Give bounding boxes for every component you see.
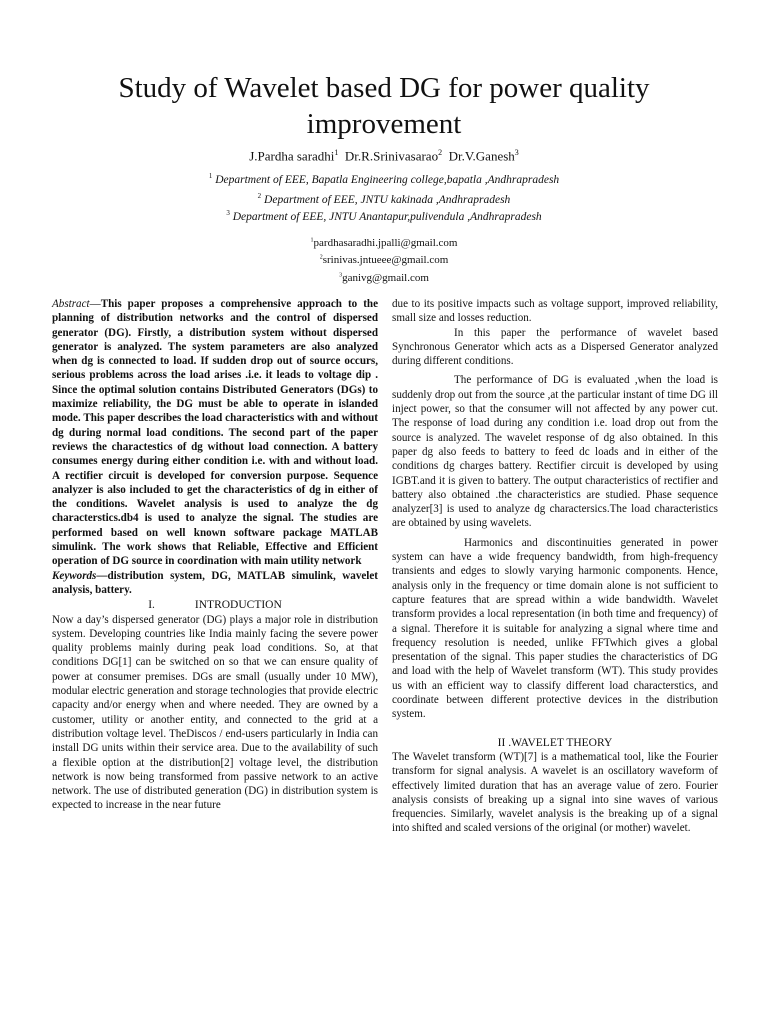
author-sup: 1 bbox=[334, 148, 339, 157]
email-line bbox=[50, 272, 718, 284]
paragraph: Now a day’s dispersed generator (DG) plays a major role in distribution system. Developing countries like India mainly facing the severe power quality problems mainly during peak load conditions. So, at that conditions DG[1] can be switched on so that we can ensure quality of power at consumer premises. DGs are small (usually under 10 MW), modular electric generation and storage technologies that provide electric capacity and/or energy when and where needed. They are owned by a customer, utility or another entity, and connected to the grid at a distribution voltage level. TheDiscos / end-users particularly in India can install DG units within their service area. Due to the availability of such a flexible option at the distribution[2] voltage level, the distribution network is now being transformed from passive network to an active network. The use of distributed generation (DG) in distribution system is expected to increase in the near future bbox=[52, 613, 378, 812]
email-line bbox=[50, 237, 718, 249]
paragraph: The performance of DG is evaluated ,when the load is suddenly drop out from the source ,at the particular instant of time DG ill inject power, so that the consumer will not affected by any power cut. The response of load during any condition i.e. load drop out from the source is analyzed. The wavelet response of dg also obtained. In this paper dg also feeds to battery to feed dc loads and in either of the conditions dg charges battery. Rectifier circuit is developed by using IGBT.and it is given to battery. The output characteristics of rectifier and battery also obtained .the characteristics are studied. Phase sequence analyzer[3] is used to analyze dg charactersics.The load characteristics are obtained by using wavelets. bbox=[392, 374, 718, 530]
affiliation bbox=[50, 209, 718, 223]
affiliation bbox=[50, 172, 718, 186]
section-heading-introduction bbox=[52, 598, 378, 612]
keywords-text: —distribution system, DG, MATLAB simulink, wavelet analysis, battery. bbox=[52, 569, 378, 596]
affiliation-text: Department of EEE, JNTU Anantapur,pulivendula ,Andhrapradesh bbox=[232, 210, 542, 223]
right-column bbox=[392, 297, 718, 836]
affiliation-sup: 2 bbox=[257, 192, 262, 200]
author-name: Dr.V.Ganesh bbox=[448, 148, 515, 164]
paper-title: Study of Wavelet based DG for power quality improvement bbox=[118, 72, 650, 140]
email-address[interactable]: ganivg@gmail.com bbox=[342, 272, 429, 284]
author-sup: 2 bbox=[438, 148, 443, 157]
author-sup: 3 bbox=[514, 148, 519, 157]
abstract-dash: — bbox=[89, 298, 101, 310]
left-column bbox=[52, 297, 378, 813]
affiliation-text: Department of EEE, Bapatla Engineering college,bapatla ,Andhrapradesh bbox=[215, 173, 560, 186]
paragraph: due to its positive impacts such as voltage support, improved reliability, small size and losses reduction. bbox=[392, 298, 718, 325]
affiliation-sup: 3 bbox=[226, 209, 230, 217]
email-line bbox=[50, 254, 718, 266]
affiliation bbox=[50, 192, 718, 206]
abstract-text: This paper proposes a comprehensive approach to the planning of distribution networks and the control of dispersed generator (DG). Firstly, a distribution system without dispersed generator is analyzed. The system parameters are also analyzed when dg is connected to load. If sudden drop out of source occurs, serious problems across the load arises .i.e. it leads to voltage dip . Since the optimal solution contains Distributed Generators (DGs) to maximize reliability, the DG must be able to operate in islanded mode. This paper describes the load characteristics with and without dg during normal load conditions. The second part of the paper reviews the charactestics of dg without load connection. A battery consumes energy during either condition i.e. with and without load. A rectifier circuit is developed for conversion purpose. Sequence analyzer is also included to get the characteristics of dg in either of the conditions. Wavelet analysis is used to analyze the dg characterstics.db4 is used to analyze the signal. The studies are performed based on well known software package MATLAB simulink. The work shows that Reliable, Effective and Efficient operation of DG source in coordination with main utility network bbox=[52, 298, 378, 568]
paragraph: Harmonics and discontinuities generated in power system can have a wide frequency bandwidth, from high-frequency transients and edges to slowly varying harmonic components. Hence, analysis only in the frequency or time domain alone is not sufficient to capture features that are spread within a wide bandwidth. Wavelet transform provides a local representation (in both time and frequency) of a signal. Therefore it is suitable for analyzing a signal where time and frequency resolution is needed, unlike FFTwhich gives a global presentation of the signal. This paper studies the characteristics of DG and load with the help of Wavelet transform (WT). This study provides us with an efficient way to classify different load characterstics, and coordinate between different protective devices in the distribution system. bbox=[392, 536, 718, 721]
paragraph: The Wavelet transform (WT)[7] is a mathematical tool, like the Fourier transform for signal analysis. A wavelet is an oscillatory waveform of effectively limited duration that has an average value of zero. Fourier analysis consists of breaking up a signal into sine waves of various frequencies. Similarly, wavelet analysis is the breaking up of a signal into shifted and scaled versions of the original (or mother) wavelet. bbox=[392, 750, 718, 835]
keywords bbox=[52, 569, 378, 598]
abstract bbox=[52, 297, 378, 569]
affiliation-text: Department of EEE, JNTU kakinada ,Andhrapradesh bbox=[264, 193, 511, 206]
author-name: J.Pardha saradhi bbox=[249, 148, 335, 164]
abstract-label: Abstract bbox=[52, 298, 90, 310]
email-sup: 3 bbox=[339, 272, 343, 279]
email-address[interactable]: srinivas.jntueee@gmail.com bbox=[322, 254, 449, 266]
section-title: INTRODUCTION bbox=[194, 599, 282, 612]
paragraph: In this paper the performance of wavelet based Synchronous Generator which acts as a Dispersed Generator analyzed during different conditions. bbox=[392, 326, 718, 368]
affiliation-sup: 1 bbox=[208, 172, 213, 180]
email-sup: 2 bbox=[319, 254, 323, 261]
section-number: I. bbox=[148, 599, 155, 612]
email-sup: 1 bbox=[310, 237, 314, 244]
email-address[interactable]: pardhasaradhi.jpalli@gmail.com bbox=[313, 237, 458, 249]
section-heading-wavelet-theory: II .WAVELET THEORY bbox=[497, 736, 613, 749]
author-line bbox=[50, 148, 718, 164]
keywords-label: Keywords bbox=[52, 569, 97, 582]
author-name: Dr.R.Srinivasarao bbox=[344, 148, 439, 164]
